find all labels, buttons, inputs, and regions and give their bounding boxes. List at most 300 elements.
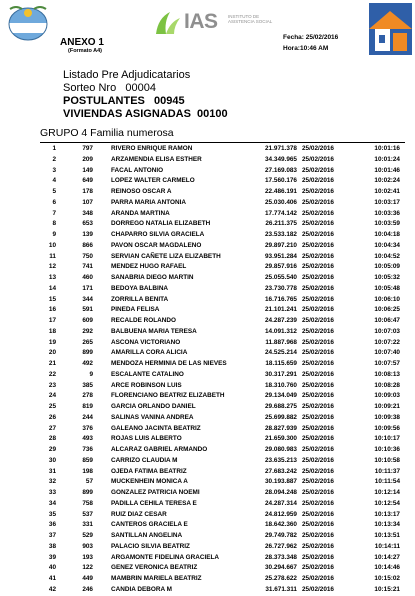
row-id: 178 <box>82 188 93 195</box>
row-time: 10:10:36 <box>374 446 400 453</box>
row-time: 10:02:41 <box>374 188 400 195</box>
row-name: SERVIAN CAÑETE LIZA ELIZABETH <box>111 252 221 260</box>
row-dni: 24.812.959 <box>265 510 297 518</box>
row-name: GENEZ VERONICA BEATRIZ <box>111 564 198 572</box>
row-time: 10:11:37 <box>374 467 400 475</box>
row-time: 10:04:52 <box>374 252 400 260</box>
row-id: 139 <box>82 231 93 238</box>
row-date: 25/02/2016 <box>302 532 334 539</box>
row-number: 19 <box>48 338 56 346</box>
row-id: 492 <box>82 360 93 367</box>
row-number: 27 <box>48 424 56 432</box>
row-time: 10:01:16 <box>374 145 400 152</box>
row-id: 57 <box>85 478 93 486</box>
row-number: 2 <box>52 155 56 163</box>
row-name: FACAL ANTONIO <box>111 166 164 174</box>
row-date: 25/02/2016 <box>302 284 334 292</box>
grupo-heading: GRUPO 4 Familia numerosa <box>40 127 174 139</box>
row-id: 903 <box>82 542 93 550</box>
row-dni: 22.486.191 <box>265 188 297 195</box>
row-date: 25/02/2016 <box>302 177 334 185</box>
row-number: 38 <box>48 542 56 550</box>
row-name: GALEANO JACINTA BEATRIZ <box>111 424 201 432</box>
row-date: 25/02/2016 <box>302 370 334 378</box>
row-time: 10:09:03 <box>374 392 400 400</box>
row-time: 10:15:02 <box>374 575 400 582</box>
table-row <box>0 166 415 177</box>
row-dni: 26.727.962 <box>265 542 297 550</box>
row-time: 10:05:32 <box>374 274 400 281</box>
row-time: 10:02:24 <box>374 177 400 185</box>
row-time: 10:13:17 <box>374 510 400 518</box>
row-name: ESCALANTE CATALINO <box>111 370 184 378</box>
row-name: ARCE ROBINSON LUIS <box>111 381 182 389</box>
row-number: 8 <box>52 220 56 228</box>
row-dni: 11.887.968 <box>265 338 297 346</box>
row-number: 1 <box>52 145 56 152</box>
row-date: 25/02/2016 <box>302 542 334 550</box>
row-date: 25/02/2016 <box>302 198 334 206</box>
row-time: 10:14:46 <box>374 564 400 572</box>
row-time: 10:03:59 <box>374 220 400 228</box>
row-date: 25/02/2016 <box>302 585 334 593</box>
row-time: 10:03:17 <box>374 198 400 206</box>
row-date: 25/02/2016 <box>302 241 334 249</box>
table-row <box>0 381 415 392</box>
row-time: 10:06:25 <box>374 306 400 314</box>
row-date: 25/02/2016 <box>302 521 334 529</box>
table-row <box>0 391 415 402</box>
table-row <box>0 563 415 574</box>
row-id: 460 <box>82 274 93 281</box>
row-name: SANABRIA DIEGO MARTIN <box>111 274 194 281</box>
row-dni: 16.716.765 <box>265 295 297 303</box>
row-name: LOPEZ WALTER CARMELO <box>111 177 195 185</box>
row-number: 5 <box>52 188 56 195</box>
row-number: 18 <box>48 327 56 335</box>
row-time: 10:13:51 <box>374 532 400 539</box>
row-dni: 14.091.312 <box>265 327 297 335</box>
row-id: 331 <box>82 521 93 529</box>
ias-name: IAS <box>184 10 218 33</box>
table-row <box>0 241 415 252</box>
row-dni: 25.278.622 <box>265 575 297 582</box>
row-time: 10:06:10 <box>374 295 400 303</box>
row-time: 10:10:17 <box>374 435 400 443</box>
table-row <box>0 553 415 564</box>
row-dni: 31.671.311 <box>265 585 297 593</box>
row-time: 10:12:14 <box>374 489 400 496</box>
row-dni: 23.635.213 <box>265 456 297 464</box>
table-row <box>0 445 415 456</box>
row-name: CARRIZO CLAUDIA M <box>111 456 178 464</box>
row-time: 10:01:24 <box>374 155 400 163</box>
row-number: 24 <box>48 392 56 400</box>
table-row <box>0 520 415 531</box>
sorteo-number: Sorteo Nro 00004 <box>63 82 156 94</box>
row-number: 28 <box>48 435 56 443</box>
row-name: ALCARAZ GABRIEL ARMANDO <box>111 446 208 453</box>
row-dni: 24.287.239 <box>265 317 297 324</box>
row-date: 25/02/2016 <box>302 188 334 195</box>
row-name: MENDEZ HUGO RAFAEL <box>111 263 187 271</box>
row-number: 12 <box>48 263 56 271</box>
row-time: 10:15:21 <box>374 585 400 593</box>
row-number: 14 <box>48 284 56 292</box>
row-date: 25/02/2016 <box>302 553 334 561</box>
row-id: 122 <box>82 564 93 572</box>
row-id: 376 <box>82 424 93 432</box>
row-id: 736 <box>82 446 93 453</box>
row-time: 10:07:40 <box>374 349 400 357</box>
row-date: 25/02/2016 <box>302 231 334 238</box>
listado-title: Listado Pre Adjudicatarios <box>63 69 191 81</box>
row-date: 25/02/2016 <box>302 327 334 335</box>
row-number: 29 <box>48 446 56 453</box>
row-date: 25/02/2016 <box>302 360 334 367</box>
row-time: 10:01:46 <box>374 166 400 174</box>
row-time: 10:07:22 <box>374 338 400 346</box>
table-row <box>0 262 415 273</box>
row-id: 649 <box>82 177 93 185</box>
row-date: 25/02/2016 <box>302 317 334 324</box>
table-row <box>0 510 415 521</box>
row-dni: 23.730.778 <box>265 284 297 292</box>
row-id: 741 <box>82 263 93 271</box>
row-id: 107 <box>82 198 93 206</box>
ias-logo-icon <box>152 8 182 38</box>
row-id: 750 <box>82 252 93 260</box>
row-name: CANTEROS GRACIELA E <box>111 521 188 529</box>
row-date: 25/02/2016 <box>302 489 334 496</box>
table-row <box>0 456 415 467</box>
row-dni: 27.169.083 <box>265 166 297 174</box>
row-date: 25/02/2016 <box>302 252 334 260</box>
row-date: 25/02/2016 <box>302 456 334 464</box>
row-id: 591 <box>82 306 93 314</box>
row-id: 899 <box>82 489 93 496</box>
row-dni: 29.688.275 <box>265 403 297 410</box>
row-dni: 23.533.182 <box>265 231 297 238</box>
row-number: 17 <box>48 317 56 324</box>
table-row <box>0 176 415 187</box>
row-number: 33 <box>48 489 56 496</box>
row-id: 149 <box>82 166 93 174</box>
row-id: 609 <box>82 317 93 324</box>
row-id: 819 <box>82 403 93 410</box>
row-name: PINEDA FELISA <box>111 306 160 314</box>
row-date: 25/02/2016 <box>302 499 334 507</box>
table-row <box>0 144 415 155</box>
row-id: 265 <box>82 338 93 346</box>
row-dni: 24.287.314 <box>265 499 297 507</box>
row-number: 41 <box>48 575 56 582</box>
table-row <box>0 467 415 478</box>
row-name: OJEDA FATIMA BEATRIZ <box>111 467 187 475</box>
row-number: 3 <box>52 166 56 174</box>
row-date: 25/02/2016 <box>302 306 334 314</box>
row-name: ZORRILLA BENITA <box>111 295 169 303</box>
table-row <box>0 359 415 370</box>
row-number: 37 <box>48 532 56 539</box>
row-number: 10 <box>48 241 56 249</box>
row-dni: 25.699.882 <box>265 413 297 421</box>
row-id: 344 <box>82 295 93 303</box>
anexo-label: ANEXO 1 <box>60 37 104 48</box>
table-row <box>0 198 415 209</box>
row-name: PARRA MARIA ANTONIA <box>111 198 187 206</box>
row-dni: 29.857.916 <box>265 263 297 271</box>
row-number: 25 <box>48 403 56 410</box>
row-id: 529 <box>82 532 93 539</box>
row-dni: 18.115.659 <box>265 360 297 367</box>
row-id: 385 <box>82 381 93 389</box>
hora-label: Hora:10:46 AM <box>283 45 329 52</box>
row-name: RUIZ DIAZ CESAR <box>111 510 167 518</box>
row-name: ARGAMONTE FIDELINA GRACIELA <box>111 553 220 561</box>
row-dni: 21.971.378 <box>265 145 297 152</box>
row-name: ARANDA MARTINA <box>111 209 170 217</box>
row-time: 10:14:11 <box>374 542 400 550</box>
row-name: PADILLA CEHILA TERESA E <box>111 499 197 507</box>
row-dni: 26.211.375 <box>265 220 297 228</box>
row-name: GARCIA ORLANDO DANIEL <box>111 403 196 410</box>
row-id: 537 <box>82 510 93 518</box>
row-id: 246 <box>82 585 93 593</box>
row-number: 6 <box>52 198 56 206</box>
row-id: 193 <box>82 553 93 561</box>
row-name: ASCONA VICTORIANO <box>111 338 181 346</box>
province-shield-icon <box>6 3 50 43</box>
row-number: 32 <box>48 478 56 486</box>
row-dni: 29.897.210 <box>265 241 297 249</box>
row-number: 39 <box>48 553 56 561</box>
row-dni: 18.642.360 <box>265 521 297 529</box>
table-row <box>0 542 415 553</box>
row-dni: 27.683.242 <box>265 467 297 475</box>
table-row <box>0 488 415 499</box>
row-number: 31 <box>48 467 56 475</box>
table-row <box>0 477 415 488</box>
row-time: 10:11:54 <box>374 478 400 486</box>
row-number: 36 <box>48 521 56 529</box>
row-dni: 34.349.965 <box>265 155 297 163</box>
row-name: CANDIA DEBORA M <box>111 585 172 593</box>
row-name: SALINAS VANINA ANDREA <box>111 413 194 421</box>
row-date: 25/02/2016 <box>302 413 334 421</box>
row-number: 34 <box>48 499 56 507</box>
row-name: MENDOZA HERMINIA DE LAS NIEVES <box>111 360 227 367</box>
row-date: 25/02/2016 <box>302 564 334 572</box>
row-name: BEDOYA BALBINA <box>111 284 169 292</box>
row-date: 25/02/2016 <box>302 155 334 163</box>
row-number: 9 <box>52 231 56 238</box>
table-row <box>0 155 415 166</box>
row-dni: 29.080.983 <box>265 446 297 453</box>
row-date: 25/02/2016 <box>302 349 334 357</box>
row-date: 25/02/2016 <box>302 220 334 228</box>
row-date: 25/02/2016 <box>302 467 334 475</box>
row-time: 10:13:34 <box>374 521 400 529</box>
row-time: 10:09:38 <box>374 413 400 421</box>
row-name: REINOSO OSCAR A <box>111 188 172 195</box>
table-row <box>0 295 415 306</box>
table-row <box>0 230 415 241</box>
row-date: 25/02/2016 <box>302 478 334 486</box>
row-id: 758 <box>82 499 93 507</box>
row-dni: 21.659.300 <box>265 435 297 443</box>
table-row <box>0 273 415 284</box>
row-dni: 24.525.214 <box>265 349 297 357</box>
row-name: PALACIO SILVIA BEATRIZ <box>111 542 190 550</box>
row-dni: 29.134.049 <box>265 392 297 400</box>
row-number: 30 <box>48 456 56 464</box>
row-time: 10:10:58 <box>374 456 400 464</box>
row-number: 35 <box>48 510 56 518</box>
table-row <box>0 219 415 230</box>
row-dni: 28.373.348 <box>265 553 297 561</box>
table-row <box>0 284 415 295</box>
row-time: 10:05:09 <box>374 263 400 271</box>
row-id: 653 <box>82 220 93 228</box>
row-name: RECALDE ROLANDO <box>111 317 176 324</box>
row-id: 209 <box>82 155 93 163</box>
table-row <box>0 327 415 338</box>
row-name: CHAPARRO SILVIA GRACIELA <box>111 231 205 238</box>
row-number: 26 <box>48 413 56 421</box>
row-date: 25/02/2016 <box>302 145 334 152</box>
row-time: 10:09:56 <box>374 424 400 432</box>
row-time: 10:08:13 <box>374 370 400 378</box>
row-date: 25/02/2016 <box>302 209 334 217</box>
row-name: GONZALEZ PATRICIA NOEMI <box>111 489 200 496</box>
row-dni: 25.030.406 <box>265 198 297 206</box>
row-dni: 21.101.241 <box>265 306 297 314</box>
row-name: PAVON OSCAR MAGDALENO <box>111 241 202 249</box>
row-date: 25/02/2016 <box>302 403 334 410</box>
row-id: 278 <box>82 392 93 400</box>
row-name: ARZAMENDIA ELISA ESTHER <box>111 155 202 163</box>
row-time: 10:08:28 <box>374 381 400 389</box>
table-row <box>0 424 415 435</box>
row-name: DORREGO NATALIA ELIZABETH <box>111 220 211 228</box>
row-name: FLORENCIANO BEATRIZ ELIZABETH <box>111 392 225 400</box>
row-time: 10:05:48 <box>374 284 400 292</box>
row-id: 292 <box>82 327 93 335</box>
viviendas-count: VIVIENDAS ASIGNADAS 00100 <box>63 108 228 120</box>
table-row <box>0 574 415 585</box>
row-id: 449 <box>82 575 93 582</box>
row-dni: 30.317.291 <box>265 370 297 378</box>
row-dni: 29.749.782 <box>265 532 297 539</box>
row-date: 25/02/2016 <box>302 295 334 303</box>
housing-logo-icon <box>369 3 412 55</box>
row-date: 25/02/2016 <box>302 263 334 271</box>
row-number: 13 <box>48 274 56 281</box>
table-row <box>0 338 415 349</box>
row-name: AMARILLA CORA ALICIA <box>111 349 188 357</box>
postulantes-count: POSTULANTES 00945 <box>63 95 185 107</box>
row-time: 10:07:57 <box>374 360 400 367</box>
row-name: BALBUENA MARIA TERESA <box>111 327 197 335</box>
row-date: 25/02/2016 <box>302 274 334 281</box>
row-dni: 17.560.176 <box>265 177 297 185</box>
adjudicatarios-list <box>0 144 415 596</box>
row-dni: 30.193.887 <box>265 478 297 486</box>
row-id: 899 <box>82 349 93 357</box>
row-dni: 17.774.142 <box>265 209 297 217</box>
table-row <box>0 316 415 327</box>
table-row <box>0 499 415 510</box>
row-dni: 18.310.760 <box>265 381 297 389</box>
grupo-underline <box>40 142 405 143</box>
row-dni: 28.094.248 <box>265 489 297 496</box>
row-name: RIVERO ENRIQUE RAMON <box>111 145 193 152</box>
row-id: 859 <box>82 456 93 464</box>
row-number: 40 <box>48 564 56 572</box>
ias-subtitle: INSTITUTO DE ASISTENCIA SOCIAL <box>228 14 273 24</box>
row-id: 9 <box>89 370 93 378</box>
table-row <box>0 187 415 198</box>
table-row <box>0 348 415 359</box>
row-number: 4 <box>52 177 56 185</box>
table-row <box>0 531 415 542</box>
row-time: 10:12:54 <box>374 499 400 507</box>
row-date: 25/02/2016 <box>302 575 334 582</box>
row-date: 25/02/2016 <box>302 392 334 400</box>
row-date: 25/02/2016 <box>302 338 334 346</box>
row-id: 797 <box>82 145 93 152</box>
row-number: 15 <box>48 295 56 303</box>
row-dni: 25.055.540 <box>265 274 297 281</box>
row-date: 25/02/2016 <box>302 446 334 453</box>
row-id: 493 <box>82 435 93 443</box>
row-id: 171 <box>82 284 93 292</box>
row-date: 25/02/2016 <box>302 435 334 443</box>
row-number: 20 <box>48 349 56 357</box>
row-date: 25/02/2016 <box>302 510 334 518</box>
row-number: 23 <box>48 381 56 389</box>
row-time: 10:14:27 <box>374 553 400 561</box>
row-id: 198 <box>82 467 93 475</box>
row-dni: 30.294.667 <box>265 564 297 572</box>
row-number: 7 <box>52 209 56 217</box>
row-id: 348 <box>82 209 93 217</box>
row-time: 10:07:03 <box>374 327 400 335</box>
table-row <box>0 413 415 424</box>
formato-label: (Formato A4) <box>68 48 103 54</box>
row-date: 25/02/2016 <box>302 381 334 389</box>
row-number: 21 <box>48 360 56 367</box>
row-time: 10:03:36 <box>374 209 400 217</box>
row-time: 10:04:18 <box>374 231 400 238</box>
row-name: MAMBRIN MARIELA BEATRIZ <box>111 575 202 582</box>
table-row <box>0 252 415 263</box>
table-row <box>0 305 415 316</box>
row-number: 11 <box>49 252 56 260</box>
table-row <box>0 402 415 413</box>
fecha-label: Fecha: 25/02/2016 <box>283 34 339 41</box>
row-dni: 93.951.284 <box>265 252 297 260</box>
row-number: 22 <box>48 370 56 378</box>
row-time: 10:06:47 <box>374 317 400 324</box>
row-id: 244 <box>82 413 93 421</box>
row-date: 25/02/2016 <box>302 424 334 432</box>
row-time: 10:04:34 <box>374 241 400 249</box>
table-row <box>0 209 415 220</box>
row-name: SANTILLAN ANGELINA <box>111 532 183 539</box>
row-number: 42 <box>48 585 56 593</box>
